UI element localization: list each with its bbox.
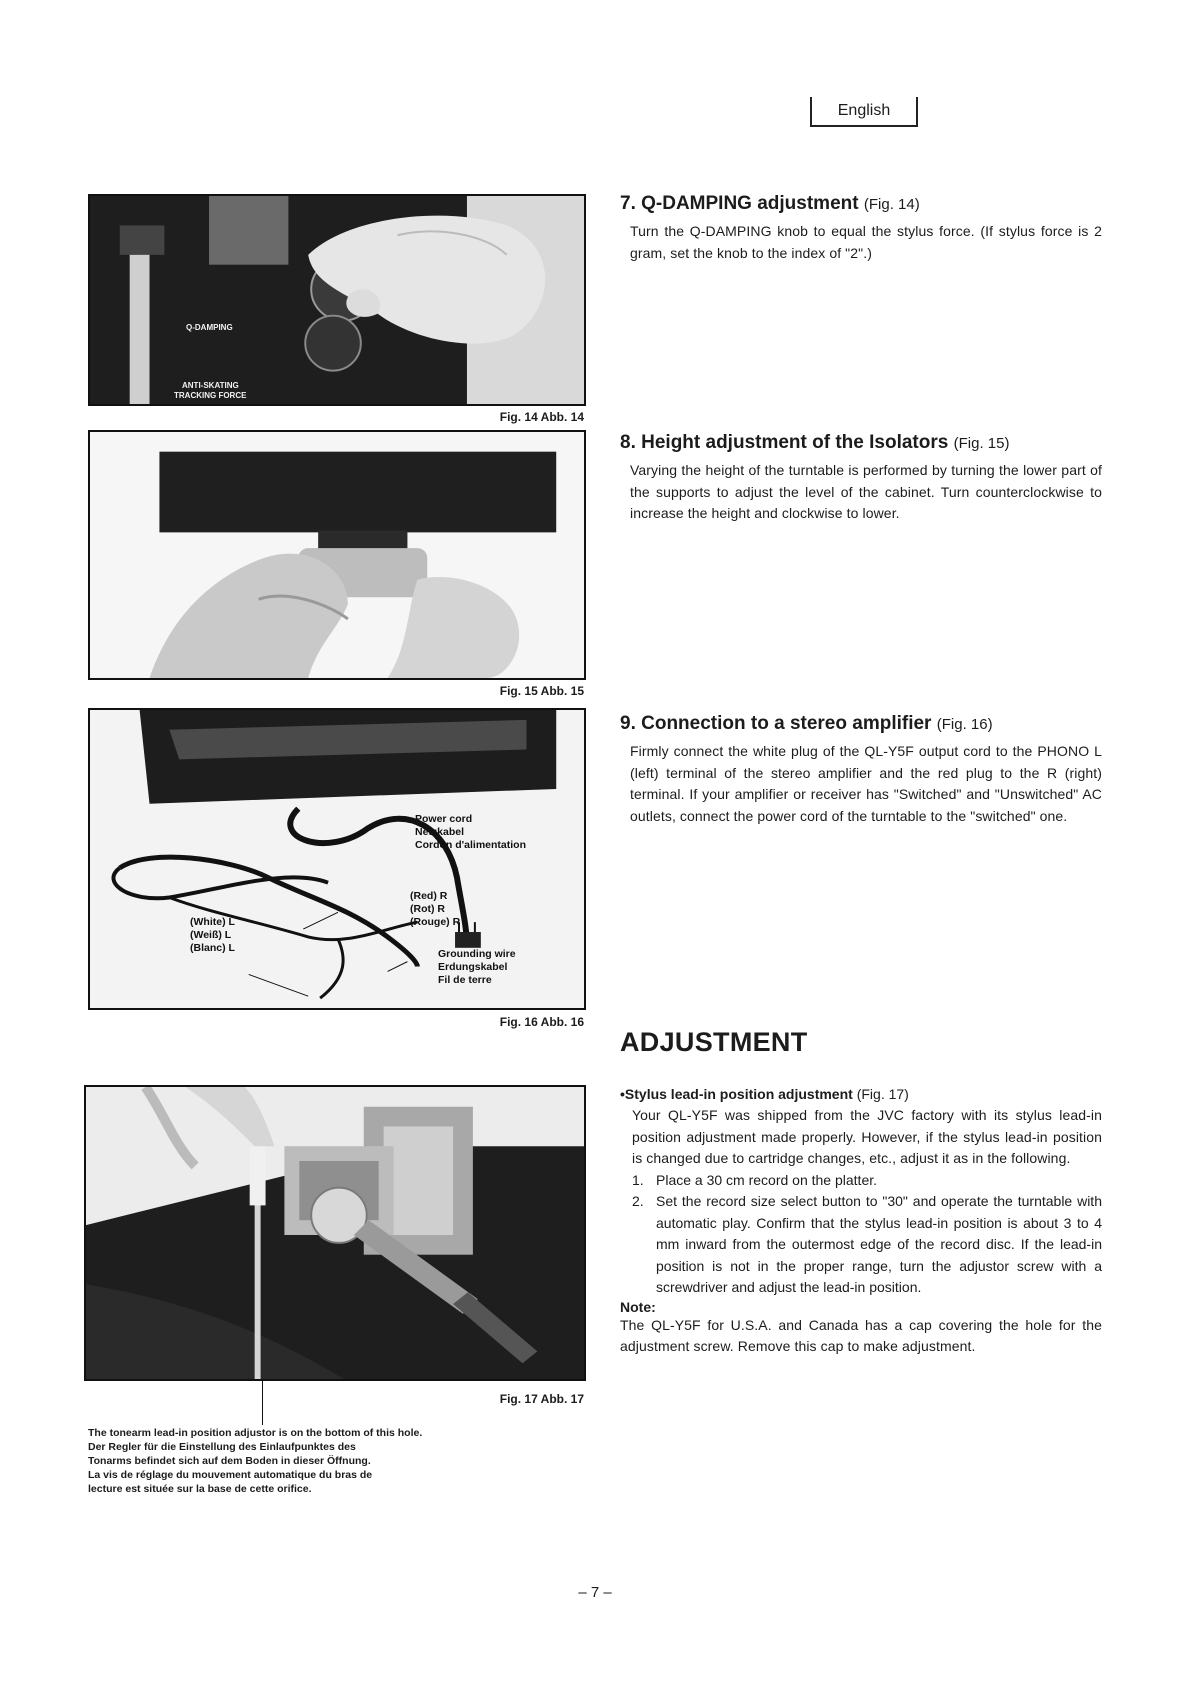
figure-16-caption: Fig. 16 Abb. 16 [499, 1015, 584, 1029]
section-7 [620, 193, 1102, 264]
section-8-title [620, 432, 1102, 454]
section-7-body: Turn the Q-DAMPING knob to equal the stylus force. (If stylus force is 2 gram, set the knob to the index of "2".) [630, 223, 1102, 261]
figure-16-photo [88, 708, 586, 1010]
white-plug-label-fr: (Blanc) L [190, 942, 235, 954]
figure-17-note-line: Der Regler für die Einstellung des Einlaufpunktes des [88, 1441, 356, 1453]
section-7-heading: 7. Q-DAMPING adjustment [620, 193, 859, 214]
language-tab [810, 97, 918, 127]
figure-14-photo [88, 194, 586, 406]
figure-14-caption: Fig. 14 Abb. 14 [499, 410, 584, 424]
white-plug-label-en: (White) L [190, 916, 235, 928]
figure-14-image [90, 196, 584, 404]
figure-17-note-line: lecture est située sur la base de cette orifice. [88, 1483, 312, 1495]
power-cord-label-fr: Cordon d'alimentation [415, 839, 526, 851]
figure-17-note-line: The tonearm lead-in position adjustor is on the bottom of this hole. [88, 1427, 423, 1439]
figure-17-leader-line [262, 1381, 263, 1425]
figure-15-image [90, 432, 584, 678]
figure-17-note-line: Tonarms befindet sich auf dem Boden in dieser Öffnung. [88, 1455, 371, 1467]
section-8-fig-ref: (Fig. 15) [953, 435, 1010, 452]
section-8-heading: 8. Height adjustment of the Isolators [620, 432, 949, 453]
figure-15-caption: Fig. 15 Abb. 15 [499, 684, 584, 698]
note-label: Note: [620, 1298, 656, 1315]
q-damping-label: Q-DAMPING [186, 323, 233, 332]
power-cord-label-en: Power cord [415, 813, 473, 825]
red-plug-label-fr: (Rouge) R [410, 916, 461, 928]
adjustment-step [632, 1170, 1102, 1192]
tracking-force-label: TRACKING FORCE [174, 391, 247, 400]
adjustment-heading: ADJUSTMENT [620, 1027, 808, 1057]
figure-17-note-line: La vis de réglage du mouvement automatique du bras de [88, 1469, 373, 1481]
stylus-leadin-intro: Your QL-Y5F was shipped from the JVC factory with its stylus lead-in position adjustment made properly. However, if the stylus lead-in position is changed due to cartridge changes, etc., adjust it as in the following. [632, 1107, 1102, 1166]
stylus-leadin-title [620, 1084, 1102, 1105]
figure-17-note [88, 1426, 568, 1496]
adjustment-steps [620, 1170, 1102, 1299]
stylus-leadin-heading: •Stylus lead-in position adjustment [620, 1086, 853, 1102]
red-plug-label-de: (Rot) R [410, 903, 445, 915]
adjustment-step [632, 1191, 1102, 1299]
red-plug-label-en: (Red) R [410, 890, 448, 902]
page-number: – 7 – [578, 1584, 612, 1601]
note-text: The QL-Y5F for U.S.A. and Canada has a cap covering the hole for the adjustment screw. Remove this cap to make adjustment. [620, 1316, 1102, 1354]
section-7-fig-ref: (Fig. 14) [863, 196, 920, 213]
section-8 [620, 432, 1102, 525]
section-9-heading: 9. Connection to a stereo amplifier [620, 713, 932, 734]
figure-16-image [90, 710, 584, 1008]
step-text: Set the record size select button to "30" and operate the turntable with automatic play. Confirm that the stylus lead-in position is about 3 to 4 mm inward from the outermost edge of the record disc. If the lead-in position is not in the proper range, turn the adjustor screw with a screwdriver and adjust the lead-in position. [656, 1193, 1102, 1295]
figure-15-photo [88, 430, 586, 680]
step-text: Place a 30 cm record on the platter. [656, 1171, 878, 1188]
figure-17-image [86, 1087, 584, 1379]
language-label: English [837, 102, 891, 119]
step-number: 1. [632, 1171, 644, 1188]
section-9 [620, 713, 1102, 827]
figure-17-photo [84, 1085, 586, 1381]
grounding-wire-label-de: Erdungskabel [438, 961, 508, 973]
grounding-wire-label-en: Grounding wire [438, 948, 516, 960]
section-9-title [620, 713, 1102, 735]
section-9-fig-ref: (Fig. 16) [936, 716, 993, 733]
step-number: 2. [632, 1193, 644, 1209]
anti-skating-label: ANTI-SKATING [182, 381, 239, 390]
figure-17-caption: Fig. 17 Abb. 17 [499, 1392, 584, 1406]
stylus-leadin-fig-ref: (Fig. 17) [856, 1086, 909, 1102]
section-8-body: Varying the height of the turntable is performed by turning the lower part of the supports to adjust the level of the cabinet. Turn counterclockwise to increase the height and clockwise to lower. [630, 462, 1102, 521]
power-cord-label-de: Netzkabel [415, 826, 465, 838]
grounding-wire-label-fr: Fil de terre [438, 974, 492, 986]
white-plug-label-de: (Weiß) L [190, 929, 232, 941]
adjustment-section [620, 1084, 1102, 1358]
section-7-title [620, 193, 1102, 215]
section-9-body: Firmly connect the white plug of the QL-Y5F output cord to the PHONO L (left) terminal of the stereo amplifier and the red plug to the R (right) terminal. If your amplifier or receiver has "Switched" and "Unswitched" AC outlets, connect the power cord of the turntable to the "switched" one. [630, 743, 1102, 824]
